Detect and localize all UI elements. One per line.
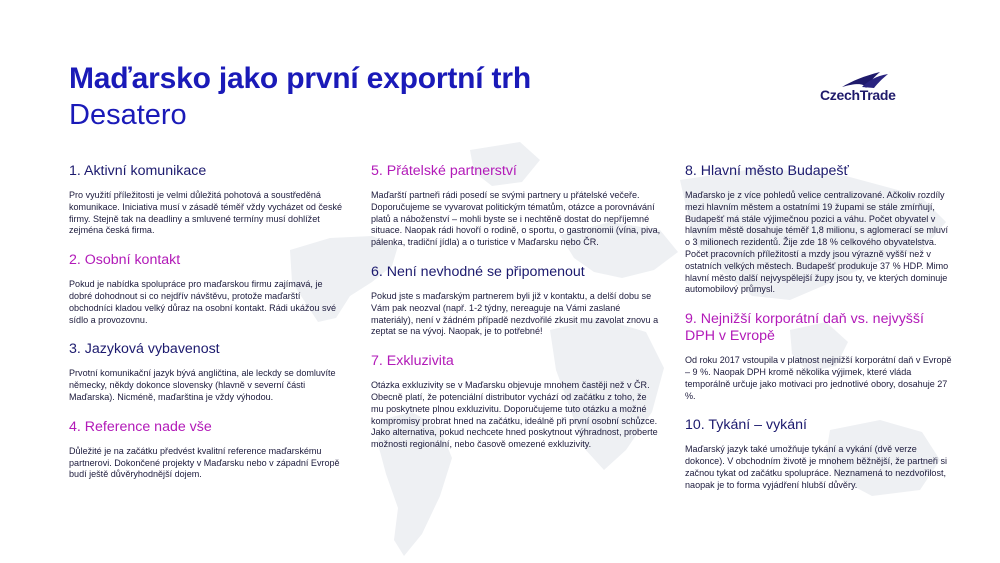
- section-text: Důležité je na začátku předvést kvalitní reference maďarskému partnerovi. Dokončené projekty v Maďarsku nebo v západní Evropě budí ještě důvěryhodnější dojem.: [69, 445, 340, 480]
- section-text: Pokud je nabídka spolupráce pro maďarskou firmu zajímavá, je dobré dohodnout si co nejdřív návštěvu, protože maďarští obchodníci kladou velký důraz na osobní kontakt. Rádi ukážou své sídlo a provozovnu.: [69, 279, 337, 325]
- section-heading: 4. Reference nade vše: [69, 418, 212, 435]
- column-right: [685, 163, 955, 492]
- section-dan-dph: [685, 311, 955, 402]
- section-heading: 9. Nejnižší korporátní daň vs. nejvyšší DPH v Evropě: [685, 311, 924, 345]
- section-osobni-kontakt: [69, 252, 344, 326]
- section-neni-nevhodne: [371, 264, 661, 338]
- section-text: Maďarský jazyk také umožňuje tykání a vykání (dvě verze dokonce). V obchodním životě je mnohem běžnější, že partneři si začnou tykat od začátku spolupráce. Neznamená to nezdvořilost, naopak je to forma vyjádření hlubší důvěry.: [685, 444, 947, 490]
- czechtrade-logo: [820, 70, 910, 104]
- section-text: Otázka exkluzivity se v Maďarsku objevuje mnohem častěji než v ČR. Obecně platí, že potenciální distributor vychází od začátku z toho, že mu poskytnete plnou exkluzivitu. Doporučujeme tuto otázku a možné kompromisy probrat hned na začátku, ideálně při první osobní schůzce. Jako alternativa, pokud nechcete hned poskytnout výhradnost, proberte možnosti regionální, nebo časově omezené exkluzivity.: [371, 380, 658, 450]
- page-title: Maďarsko jako první exportní trh: [69, 62, 531, 95]
- section-text: Pokud jste s maďarským partnerem byli již v kontaktu, a delší dobu se Vám pak neozval (např. 1-2 týdny, nereaguje na Vámi zaslané materiály), není v žádném případě nezdvořilé zkusit mu zavolat znovu a zeptat se na vývoj. Naopak, je to potřebné!: [371, 290, 659, 337]
- column-middle: [371, 163, 661, 451]
- section-heading: 3. Jazyková vybavenost: [69, 341, 220, 358]
- section-text: Maďarsko je z více pohledů velice centralizované. Ačkoliv rozdíly mezi hlavním městem a ostatními 19 župami se stále zmírňují, Budapešť má stále výjimečnou pozici a váhu. Počet obyvatel v hlavním městě dosahuje téměř 1,8 milionu, s aglomerací se mluví o 3 milionech rezidentů. Žije zde 18 % celkového obyvatelstva. Počet pracovních příležitostí a mzdy jsou výrazně vyšší než v ostatních velkých městech. Budapešť produkuje 37 % HDP. Mimo hlavní město další nejvyspělejší župy jsou ty, ve kterých dominuje automobilový průmysl.: [685, 190, 949, 295]
- section-text: Maďarští partneři rádi posedí se svými partnery u přátelské večeře. Doporučujeme se vyvarovat politickým tématům, otázce a porovnávání platů a náboženství – mohli byste se i nechtěně dostat do nepříjemné situace. Naopak rádi hovoří o rodině, o sportu, o gastronomii (vína, piva, pálenka, tradiční jídla) a o turistice v Maďarsku nebo ČR.: [371, 190, 661, 248]
- section-heading: 1. Aktivní komunikace: [69, 163, 207, 179]
- section-heading: 10. Tykání – vykání: [685, 417, 807, 434]
- section-reference-nade-vse: [69, 419, 344, 481]
- section-tykani-vykani: [685, 417, 955, 491]
- logo-text: CzechTrade: [820, 87, 896, 103]
- section-text: Od roku 2017 vstoupila v platnost nejnižší korporátní daň v Evropě – 9 %. Naopak DPH kromě několika výjimek, které vláda temporálně určuje jako motivaci pro jednotlivé obory, dosahuje 27 %.: [685, 355, 952, 401]
- section-heading: 5. Přátelské partnerství: [371, 163, 517, 179]
- section-pratelske-partnerstvi: [371, 163, 661, 249]
- section-heading: 6. Není nevhodné se připomenout: [371, 263, 585, 280]
- section-jazykova-vybavenost: [69, 341, 344, 403]
- section-text: Prvotní komunikační jazyk bývá angličtina, ale leckdy se domluvíte německy, někdy dokonce slovensky (hlavně v severní části Maďarska). Nicméně, maďarština je vždy výhodou.: [69, 368, 336, 402]
- section-text: Pro využití příležitosti je velmi důležitá pohotová a soustředěná komunikace. Iniciativa musí v zásadě téměř vždy vycházet od české firmy. Stejně tak na deadliny a smluvené termíny musí dohlížet zejména česká firma.: [69, 190, 343, 236]
- column-left: [69, 163, 344, 481]
- section-aktivni-komunikace: [69, 163, 344, 237]
- section-heading: 7. Exkluzivita: [371, 353, 454, 370]
- section-hlavni-mesto: [685, 163, 955, 296]
- section-heading: 2. Osobní kontakt: [69, 252, 181, 269]
- section-heading: 8. Hlavní město Budapešť: [685, 163, 849, 179]
- section-exkluzivita: [371, 353, 661, 451]
- page-subtitle: Desatero: [69, 99, 187, 131]
